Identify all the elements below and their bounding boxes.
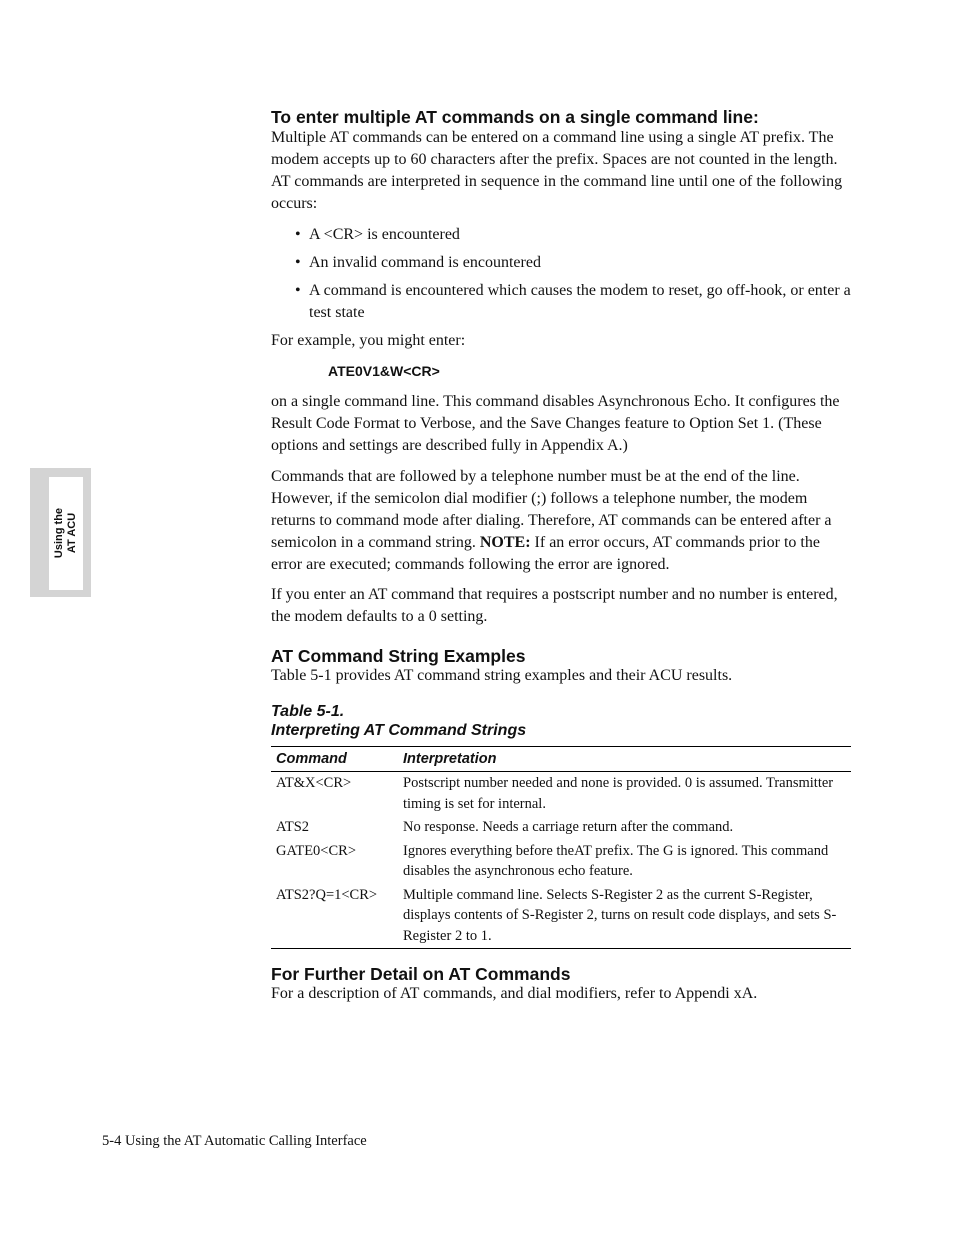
side-tab-line2: AT ACU: [66, 512, 78, 554]
table-cell-interpretation: Ignores everything before theAT prefix. The G is ignored. This command disables the asynchronous echo feature.: [403, 842, 829, 879]
section-heading-string-examples: AT Command String Examples: [271, 646, 526, 666]
table-cell-interpretation: No response. Needs a carriage return after the command.: [403, 819, 734, 835]
column-header-interpretation: Interpretation: [398, 747, 851, 772]
column-header-command: Command: [271, 747, 398, 772]
paragraph-further-detail: For a description of AT commands, and dial modifiers, refer to Appendi xA.: [271, 985, 758, 1002]
section-heading-multiple-commands: To enter multiple AT commands on a single command line:: [271, 107, 759, 127]
table-row: [271, 885, 851, 949]
paragraph-note-text: If an error occurs, AT commands prior to the error are executed; commands following the error are ignored.: [271, 534, 820, 573]
table-cell-command: GATE0<CR>: [276, 842, 356, 859]
list-item: • A command is encountered which causes the modem to reset, go off-hook, or enter a test state: [295, 280, 851, 324]
table-cell-interpretation: Multiple command line. Selects S-Register 2 as the current S-Register, displays contents of S-Register 2, turns on result code displays, and sets S-Register 2 to 1.: [398, 885, 851, 949]
page-footer: 5-4 Using the AT Automatic Calling Interface: [102, 1133, 367, 1149]
paragraph-string-examples-intro: Table 5-1 provides AT command string examples and their ACU results.: [271, 667, 733, 684]
bullet-list-stop-conditions: [295, 224, 851, 330]
table-caption-number: Table 5-1.: [271, 703, 345, 720]
list-item: • An invalid command is encountered: [295, 252, 851, 274]
table-row: [271, 817, 851, 841]
example-command-code: ATE0V1&W<CR>: [328, 363, 440, 379]
table-header-row: [271, 747, 851, 772]
table-cell-command: AT&X<CR>: [276, 775, 352, 791]
table-row: [271, 772, 851, 818]
side-tab-line1: Using the: [53, 507, 65, 559]
table-caption-title: Interpreting AT Command Strings: [271, 722, 527, 739]
section-heading-further-detail: For Further Detail on AT Commands: [271, 964, 571, 984]
paragraph-multiple-commands-intro: Multiple AT commands can be entered on a command line using a single AT prefix. The modem accepts up to 60 characters after the prefix. Spaces are not counted in the length. AT commands are interpreted in sequence in the command line until one of the following occurs:: [271, 129, 843, 212]
table-cell-interpretation: Postscript number needed and none is provided. 0 is assumed. Transmitter timing is set for internal.: [403, 775, 834, 812]
note-label: NOTE:: [479, 534, 531, 551]
paragraph-example-lead: For example, you might enter:: [271, 332, 466, 349]
list-item: • A <CR> is encountered: [295, 224, 851, 246]
table-cell-command: ATS2: [276, 819, 310, 835]
command-interpretation-table: [271, 746, 851, 949]
paragraph-telephone-text: Commands that are followed by a telephone number must be at the end of the line. However, if the semicolon dial modifier (;) follows a telephone number, the modem returns to command mode after dialing. Therefore, AT commands can be entered after a semicolon in a command string.: [271, 468, 832, 551]
paragraph-example-explanation: on a single command line. This command disables Asynchronous Echo. It configures the Result Code Format to Verbose, and the Save Changes feature to Option Set 1. (These options and settings are described fully in Appendix A.): [271, 393, 840, 454]
side-thumb-tab-label: [53, 508, 79, 558]
paragraph-postscript-default: If you enter an AT command that requires a postscript number and no number is entered, the modem defaults to a 0 setting.: [271, 586, 838, 625]
paragraph-telephone-number: [271, 466, 851, 576]
table-cell-command: ATS2?Q=1<CR>: [271, 885, 398, 949]
table-row: [271, 841, 851, 885]
